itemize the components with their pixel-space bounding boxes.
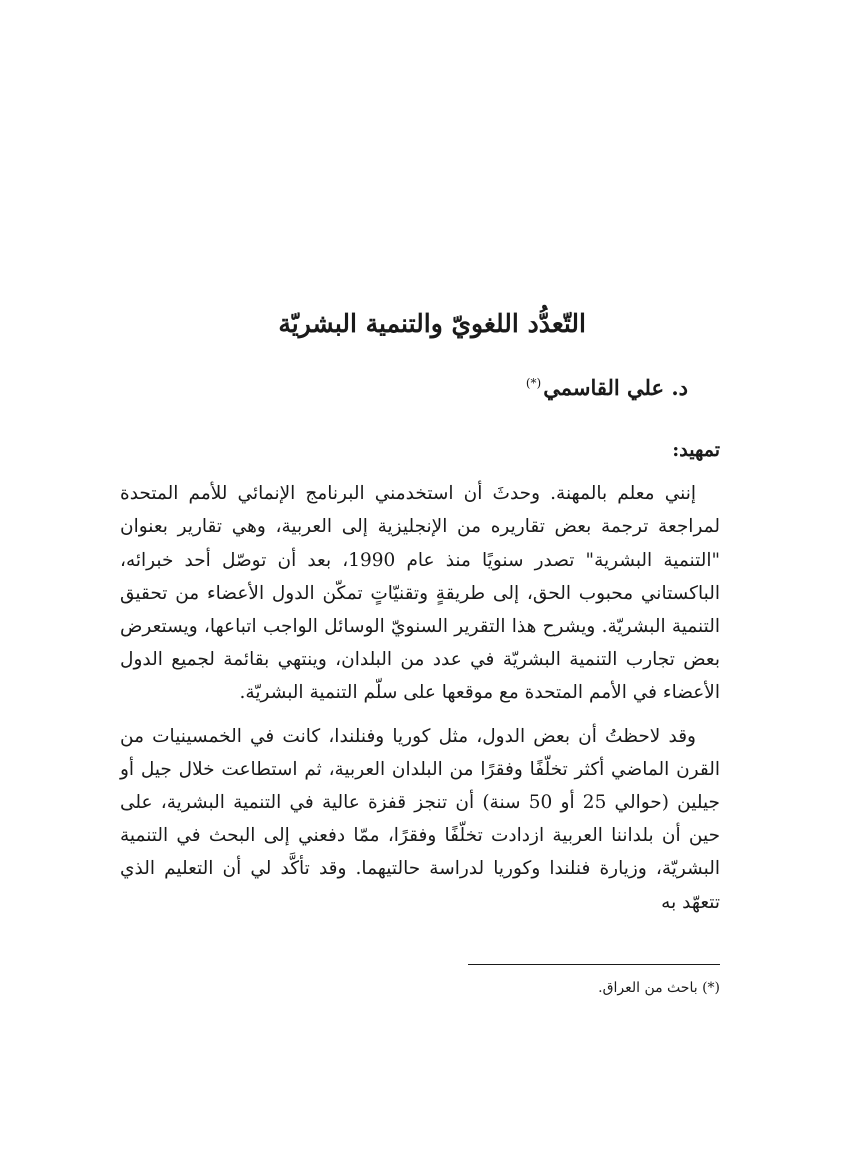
footnote-divider — [468, 964, 720, 965]
footnote: (*) باحث من العراق. — [598, 980, 720, 996]
author-line — [100, 366, 688, 405]
section-heading: تمهيد: — [672, 439, 720, 461]
article-body — [120, 434, 720, 919]
author-footnote-mark: (*) — [525, 376, 542, 390]
paragraph: وقد لاحظتُ أن بعض الدول، مثل كوريا وفنلندا، كانت في الخمسينيات من القرن الماضي أكثر تخلّفًا وفقرًا من البلدان العربية، ثم استطاعت خلال جيل أو جيلين (حوالي 25 أو 50 سنة) أن تنجز قفزة عالية في التنمية البشرية، على حين أن بلداننا العربية ازدادت تخلّفًا وفقرًا، ممّا دفعني إلى البحث في التنمية البشريّة، وزيارة فنلندا وكوريا لدراسة حالتيهما. وقد تأكَّد لي أن التعليم الذي تتعهّد به — [120, 725, 720, 913]
author-name: د. علي القاسمي — [543, 375, 688, 400]
paragraph: إنني معلم بالمهنة. وحدثَ أن استخدمني البرنامج الإنمائي للأمم المتحدة لمراجعة ترجمة بعض تقاريره من الإنجليزية إلى العربية، وهي تقارير بعنوان "التنمية البشرية" تصدر سنويًا منذ عام 1990، بعد أن توصّل أحد خبرائه، الباكستاني محبوب الحق، إلى طريقةٍ وتقنيّاتٍ تمكّن الدول الأعضاء من تحقيق التنمية البشريّة. ويشرح هذا التقرير السنويّ الوسائل الواجب اتباعها، ويستعرض بعض تجارب التنمية البشريّة في عدد من البلدان، وينتهي بقائمة لجميع الدول الأعضاء في الأمم المتحدة مع موقعها على سلّم التنمية البشريّة. — [120, 483, 720, 704]
article-title: التّعدُّد اللغويّ والتنمية البشريّة — [278, 309, 586, 338]
